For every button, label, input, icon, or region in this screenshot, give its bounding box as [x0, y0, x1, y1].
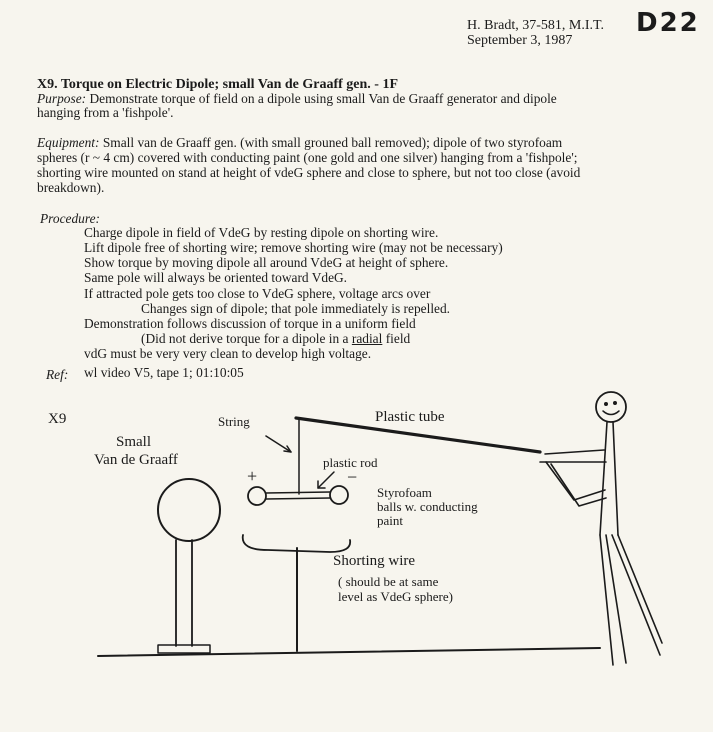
- procedure-step-7: Demonstration follows discussion of torque in a uniform field: [84, 316, 416, 331]
- label-shorting-wire: Shorting wire: [333, 553, 416, 569]
- dipole-rod-top: [266, 492, 330, 493]
- label-styrofoam: Styrofoam: [377, 485, 432, 500]
- person-leg-right-b: [618, 535, 662, 643]
- vdg-base: [158, 645, 210, 653]
- page-title: X9. Torque on Electric Dipole; small Van de Graaff gen. - 1F: [37, 77, 399, 92]
- label-plastic-rod: plastic rod: [323, 455, 378, 470]
- label-plastic-tube: Plastic tube: [375, 409, 445, 425]
- equipment-line-4: breakdown).: [37, 180, 105, 195]
- person-leg-left-a: [600, 535, 613, 665]
- dipole-rod-bottom: [266, 498, 330, 499]
- equipment-label: Equipment:: [37, 135, 100, 150]
- person-leg-right-a: [612, 535, 660, 655]
- procedure-step-4: Same pole will always be oriented toward VdeG.: [84, 270, 348, 285]
- string-arrow: [266, 436, 291, 452]
- rod-arrow: [318, 472, 334, 488]
- procedure-step-2: Lift dipole free of shorting wire; remove shorting wire (may not be necessary): [84, 240, 503, 255]
- figure-id: X9: [48, 411, 67, 427]
- procedure-step-5: If attracted pole gets too close to VdeG sphere, voltage arcs over: [84, 286, 431, 301]
- person-arm-upper: [545, 450, 604, 454]
- dipole-ball-left: [248, 487, 266, 505]
- person-body-left: [600, 422, 607, 535]
- person-head: [596, 392, 626, 422]
- dipole-ball-right: [330, 486, 348, 504]
- procedure-step-6: Changes sign of dipole; that pole immediately is repelled.: [141, 301, 451, 316]
- procedure-step-8-b: field: [385, 331, 411, 346]
- person-leg-left-b: [606, 535, 626, 663]
- floor-line: [98, 648, 600, 656]
- purpose-line-2: hanging from a 'fishpole'.: [37, 105, 174, 120]
- procedure-step-1: Charge dipole in field of VdeG by resting dipole on shorting wire.: [84, 225, 439, 240]
- equipment-line-3: shorting wire mounted on stand at height of vdeG sphere and close to sphere, but not too close (avoid: [37, 165, 581, 180]
- equipment-line-2: spheres (r ~ 4 cm) covered with conducting paint (one gold and one silver) hanging from a 'fishpole';: [37, 150, 578, 165]
- procedure-step-8-radial: radial: [351, 331, 383, 346]
- purpose-text-1: Demonstrate torque of field on a dipole using small Van de Graaff generator and dipole: [89, 91, 557, 106]
- ref-label: Ref:: [46, 367, 69, 382]
- document-code: D22: [636, 8, 700, 38]
- equipment-text-1: Small van de Graaff gen. (with small grouned ball removed); dipole of two styrofoam: [102, 135, 563, 150]
- date-line: September 3, 1987: [467, 33, 573, 48]
- label-balls: balls w. conducting: [377, 499, 478, 514]
- procedure-label: Procedure:: [40, 211, 100, 226]
- label-note-2: level as VdeG sphere): [338, 589, 453, 604]
- procedure-step-3: Show torque by moving dipole all around VdeG at height of sphere.: [84, 255, 449, 270]
- person-forearm: [546, 462, 605, 500]
- purpose-label: Purpose:: [37, 91, 87, 106]
- label-paint: paint: [377, 513, 403, 528]
- label-small: Small: [116, 434, 152, 450]
- label-van-de-graaff: Van de Graaff: [94, 452, 178, 468]
- procedure-step-9: vdG must be very very clean to develop high voltage.: [84, 346, 372, 361]
- label-plus: +: [247, 466, 258, 486]
- author-line: H. Bradt, 37-581, M.I.T.: [467, 18, 604, 33]
- vdg-sphere: [158, 479, 220, 541]
- ref-text: wl video V5, tape 1; 01:10:05: [84, 365, 244, 380]
- label-minus: −: [347, 467, 358, 487]
- label-string: String: [218, 414, 250, 429]
- person-body-right: [613, 422, 618, 535]
- procedure-step-8-a: (Did not derive torque for a dipole in a: [141, 331, 349, 346]
- label-note-1: ( should be at same: [338, 574, 439, 589]
